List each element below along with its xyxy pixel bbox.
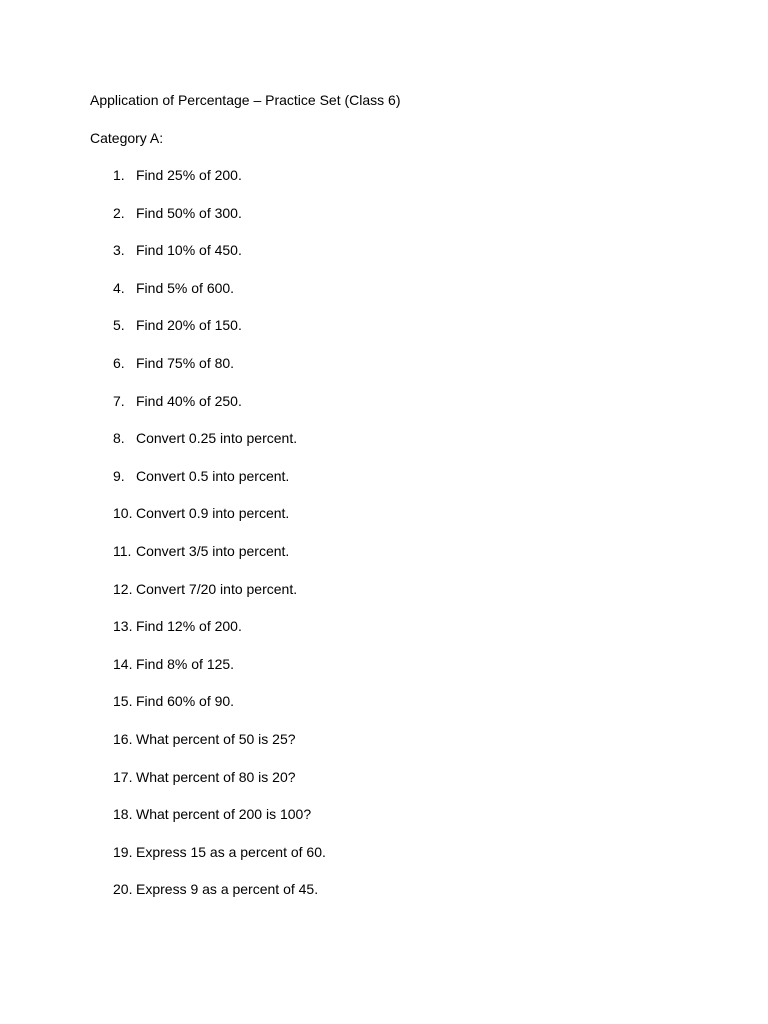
question-text: Find 40% of 250. <box>136 392 242 409</box>
question-text: Express 9 as a percent of 45. <box>136 881 319 898</box>
question-number: 1. <box>113 167 125 183</box>
question-number: 13. <box>113 618 133 635</box>
question-number: 20. <box>113 881 133 898</box>
question-text: Find 8% of 125. <box>136 655 235 672</box>
question-number: 17. <box>113 768 133 785</box>
question-number: 7. <box>113 392 125 409</box>
question-text: What percent of 80 is 20? <box>136 768 296 785</box>
question-text: Find 12% of 200. <box>136 618 242 635</box>
category-heading: Category A: <box>90 130 164 146</box>
question-text: Find 75% of 80. <box>136 354 235 371</box>
question-number: 3. <box>113 242 125 259</box>
question-number: 14. <box>113 655 133 672</box>
question-text: Find 5% of 600. <box>136 279 235 296</box>
question-text: Convert 0.25 into percent. <box>136 430 298 447</box>
question-text: Find 60% of 90. <box>136 693 235 710</box>
question-text: Find 20% of 150. <box>136 317 242 334</box>
question-number: 15. <box>113 693 133 710</box>
question-number: 5. <box>113 317 125 334</box>
question-text: Express 15 as a percent of 60. <box>136 843 326 860</box>
question-number: 12. <box>113 580 133 597</box>
question-text: What percent of 50 is 25? <box>136 730 296 747</box>
question-text: What percent of 200 is 100? <box>136 806 312 823</box>
question-number: 6. <box>113 354 125 371</box>
question-number: 8. <box>113 430 125 447</box>
question-text: Find 10% of 450. <box>136 242 242 259</box>
question-number: 18. <box>113 806 133 823</box>
question-text: Convert 7/20 into percent. <box>136 580 298 597</box>
question-number: 11. <box>113 542 132 559</box>
document-title: Application of Percentage – Practice Set (Class 6) <box>90 92 401 108</box>
question-number: 4. <box>113 279 125 296</box>
question-text: Convert 3/5 into percent. <box>136 542 290 559</box>
question-text: Find 25% of 200. <box>136 167 242 183</box>
question-number: 19. <box>113 843 133 860</box>
question-number: 2. <box>113 204 125 221</box>
question-text: Convert 0.9 into percent. <box>136 505 290 522</box>
question-text: Find 50% of 300. <box>136 204 242 221</box>
question-number: 10. <box>113 505 133 522</box>
question-text: Convert 0.5 into percent. <box>136 467 290 484</box>
question-number: 9. <box>113 467 125 484</box>
question-number: 16. <box>113 730 133 747</box>
